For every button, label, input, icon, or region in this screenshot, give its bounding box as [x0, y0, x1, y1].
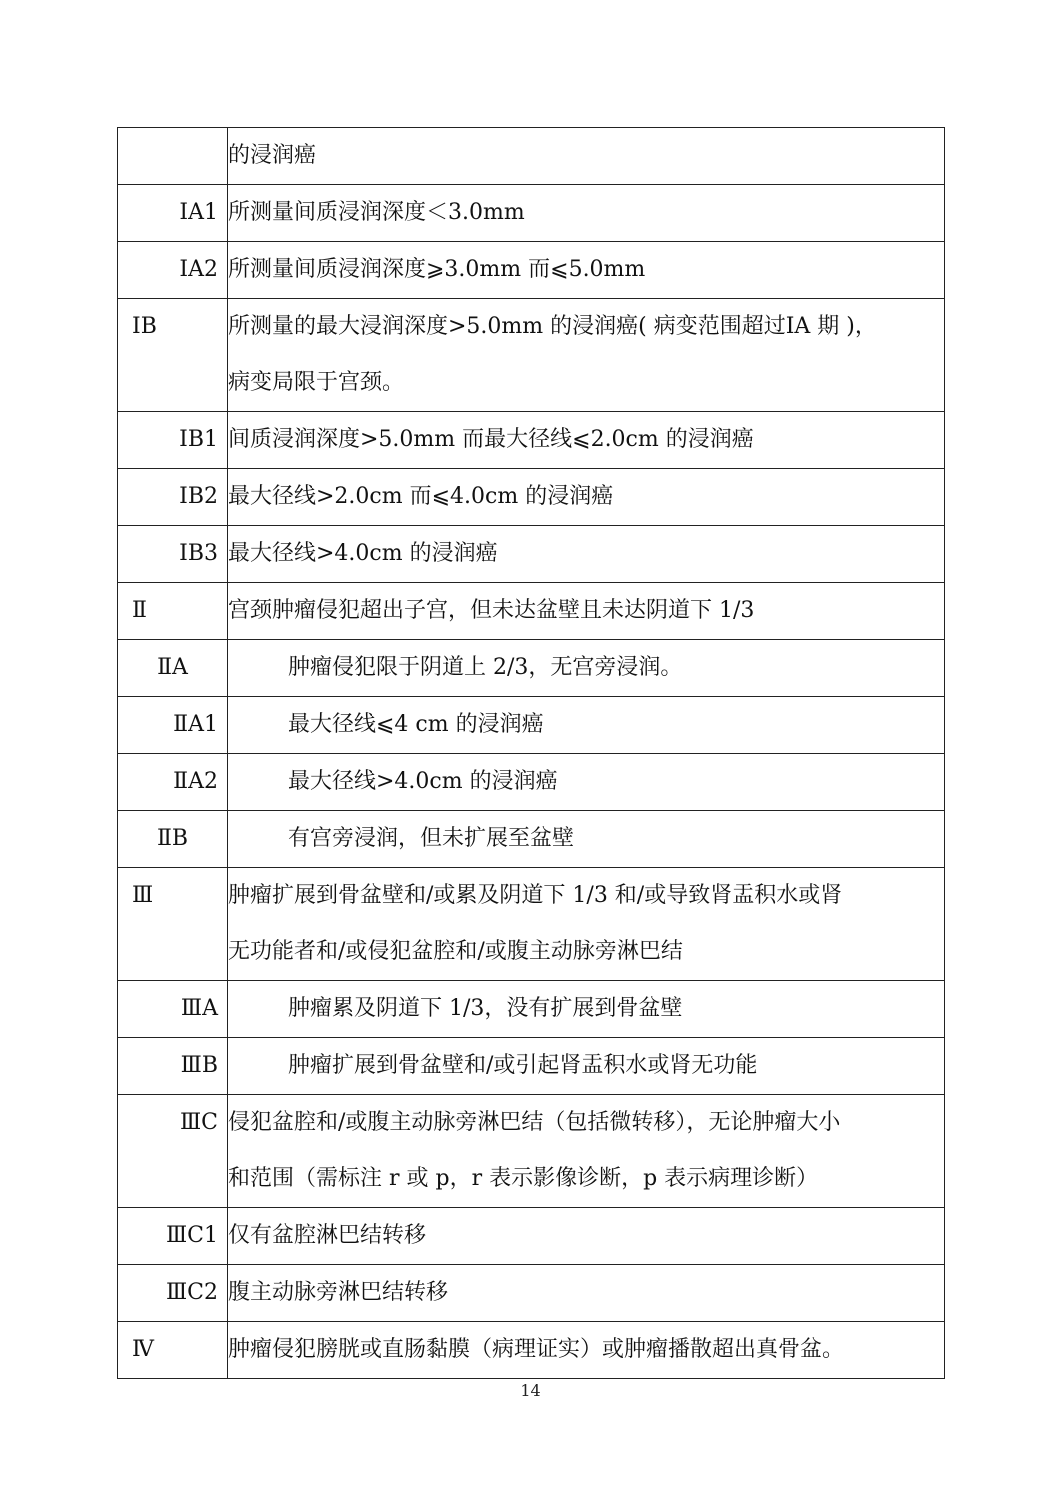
- stage-cell: Ⅱ: [118, 583, 228, 640]
- description-cell: 间质浸润深度>5.0mm 而最大径线⩽2.0cm 的浸润癌: [228, 412, 945, 469]
- table-row: [118, 299, 945, 412]
- stage-cell: ⅢC1: [118, 1208, 228, 1265]
- description-cell: [228, 299, 945, 412]
- stage-cell: ⅠB3: [118, 526, 228, 583]
- description-line: 侵犯盆腔和/或腹主动脉旁淋巴结（包括微转移），无论肿瘤大小: [228, 1110, 841, 1135]
- table-row: [118, 583, 945, 640]
- description-line: 无功能者和/或侵犯盆腔和/或腹主动脉旁淋巴结: [228, 939, 683, 964]
- description-cell: 有宫旁浸润，但未扩展至盆壁: [228, 811, 945, 868]
- description-line: 和范围（需标注 r 或 p，r 表示影像诊断，p 表示病理诊断）: [228, 1166, 819, 1191]
- table-row: [118, 526, 945, 583]
- stage-cell: Ⅲ: [118, 868, 228, 981]
- stage-cell: ⅠB1: [118, 412, 228, 469]
- description-cell: 最大径线>4.0cm 的浸润癌: [228, 526, 945, 583]
- table-row: [118, 412, 945, 469]
- stage-cell: ⅡA1: [118, 697, 228, 754]
- table-row: [118, 1038, 945, 1095]
- description-line: 所测量的最大浸润深度>5.0mm 的浸润癌( 病变范围超过ⅠA 期 )，: [228, 314, 877, 339]
- stage-cell: ⅢC2: [118, 1265, 228, 1322]
- description-cell: 的浸润癌: [228, 128, 945, 185]
- table-row: [118, 640, 945, 697]
- table-row: [118, 754, 945, 811]
- table-row: [118, 981, 945, 1038]
- table-row: [118, 469, 945, 526]
- stage-cell: ⅠA2: [118, 242, 228, 299]
- table-row: [118, 868, 945, 981]
- description-cell: 所测量间质浸润深度＜3.0mm: [228, 185, 945, 242]
- stage-cell: ⅠB2: [118, 469, 228, 526]
- table-row: [118, 1095, 945, 1208]
- table-row: [118, 1265, 945, 1322]
- description-cell: 宫颈肿瘤侵犯超出子宫，但未达盆壁且未达阴道下 1/3: [228, 583, 945, 640]
- description-cell: 最大径线⩽4 cm 的浸润癌: [228, 697, 945, 754]
- description-cell: 所测量间质浸润深度⩾3.0mm 而⩽5.0mm: [228, 242, 945, 299]
- description-cell: 最大径线>2.0cm 而⩽4.0cm 的浸润癌: [228, 469, 945, 526]
- description-cell: 肿瘤侵犯膀胱或直肠黏膜（病理证实）或肿瘤播散超出真骨盆。: [228, 1322, 945, 1379]
- stage-cell: ⅢB: [118, 1038, 228, 1095]
- stage-cell: ⅠB: [118, 299, 228, 412]
- description-line: 病变局限于宫颈。: [228, 370, 405, 395]
- stage-cell: Ⅳ: [118, 1322, 228, 1379]
- table-row: [118, 128, 945, 185]
- stage-cell: ⅢA: [118, 981, 228, 1038]
- description-cell: 仅有盆腔淋巴结转移: [228, 1208, 945, 1265]
- stage-cell: ⅡA: [118, 640, 228, 697]
- page-number: 14: [520, 1381, 541, 1400]
- description-line: 肿瘤扩展到骨盆壁和/或累及阴道下 1/3 和/或导致肾盂积水或肾: [228, 883, 843, 908]
- description-cell: [228, 1095, 945, 1208]
- table-row: [118, 185, 945, 242]
- description-cell: [228, 868, 945, 981]
- staging-table: [117, 127, 945, 1379]
- table-row: [118, 1208, 945, 1265]
- table-row: [118, 242, 945, 299]
- table-row: [118, 697, 945, 754]
- stage-cell: ⅡA2: [118, 754, 228, 811]
- stage-cell: ⅢC: [118, 1095, 228, 1208]
- description-cell: 最大径线>4.0cm 的浸润癌: [228, 754, 945, 811]
- stage-cell: ⅡB: [118, 811, 228, 868]
- stage-cell: ⅠA1: [118, 185, 228, 242]
- description-cell: 肿瘤扩展到骨盆壁和/或引起肾盂积水或肾无功能: [228, 1038, 945, 1095]
- description-cell: 肿瘤侵犯限于阴道上 2/3，无宫旁浸润。: [228, 640, 945, 697]
- table-row: [118, 1322, 945, 1379]
- stage-cell: [118, 128, 228, 185]
- description-cell: 肿瘤累及阴道下 1/3，没有扩展到骨盆壁: [228, 981, 945, 1038]
- table-row: [118, 811, 945, 868]
- description-cell: 腹主动脉旁淋巴结转移: [228, 1265, 945, 1322]
